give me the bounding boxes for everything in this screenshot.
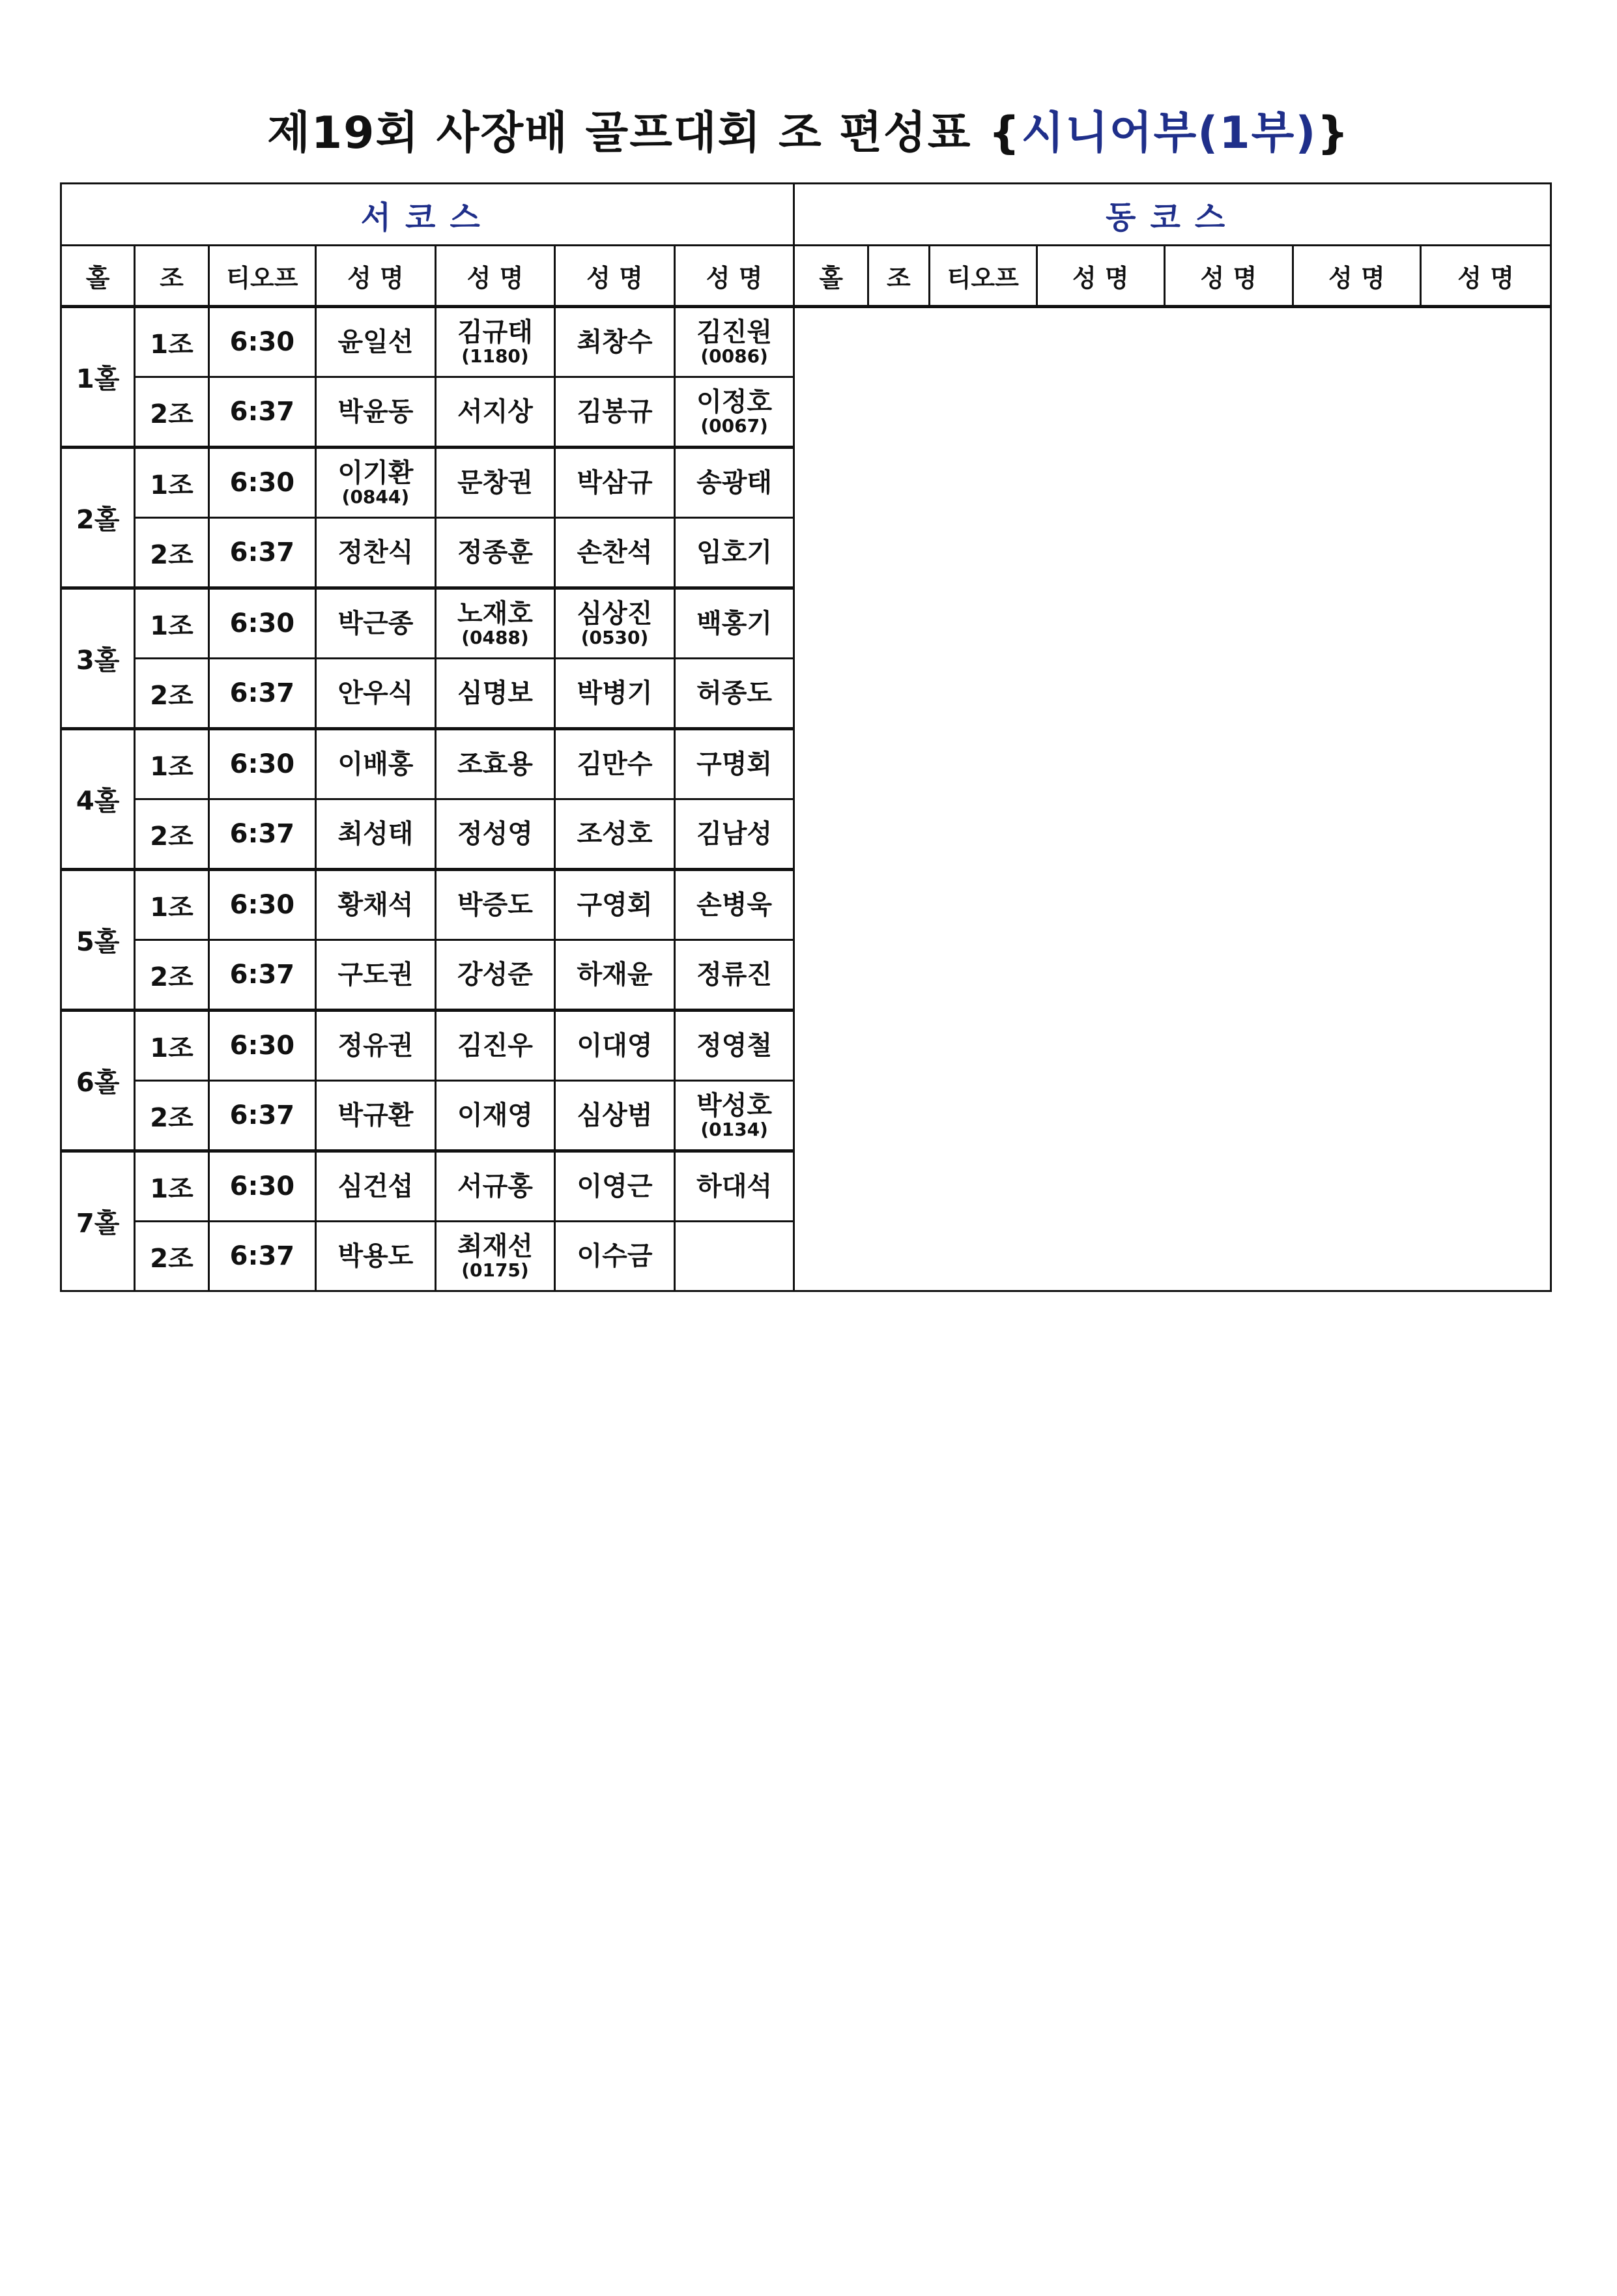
player-cell	[555, 1222, 675, 1291]
east-course-empty-area	[794, 307, 1551, 1291]
player-name: 이정호	[696, 387, 773, 417]
player-code: (0844)	[341, 486, 410, 508]
player-name: 이영근	[577, 1171, 653, 1201]
player-cell	[555, 1011, 675, 1081]
player-name: 심상진	[577, 599, 653, 629]
table-row	[61, 307, 1551, 377]
player-name: 김만수	[577, 749, 653, 779]
title-division: 시니어부(1부)	[1021, 108, 1317, 159]
player-cell	[555, 799, 675, 870]
col-header-name: 성 명	[674, 246, 794, 307]
col-header-name: 성 명	[1037, 246, 1165, 307]
player-cell	[435, 377, 555, 448]
player-code: (0134)	[700, 1119, 768, 1140]
col-header-name: 성 명	[435, 246, 555, 307]
tee-off-time: 6:37	[208, 1081, 315, 1151]
player-name: 박삼규	[577, 468, 653, 498]
player-cell	[674, 870, 794, 940]
player-cell	[674, 1081, 794, 1151]
tee-off-time: 6:37	[208, 377, 315, 448]
tee-off-time: 6:37	[208, 518, 315, 588]
hole-label: 1홀	[61, 307, 135, 448]
player-cell	[316, 729, 436, 799]
schedule-body	[61, 307, 1551, 1291]
east-course-header: 동코스	[794, 184, 1551, 246]
tee-off-time: 6:30	[208, 307, 315, 377]
tee-off-time: 6:30	[208, 1011, 315, 1081]
player-name: 김진원	[696, 317, 773, 347]
title-brace-open: {	[988, 108, 1022, 159]
player-cell	[316, 940, 436, 1011]
player-name: 손병욱	[696, 890, 773, 920]
player-name: 황채석	[337, 890, 414, 920]
player-name: 서지상	[457, 397, 533, 427]
player-name: 정종훈	[457, 538, 533, 567]
player-name: 박증도	[457, 890, 533, 920]
tee-off-time: 6:37	[208, 799, 315, 870]
group-label: 2조	[135, 1222, 208, 1291]
group-label: 1조	[135, 307, 208, 377]
player-name: 임호기	[696, 538, 773, 567]
player-name: 정성영	[457, 819, 533, 849]
player-cell	[316, 448, 436, 518]
player-name: 박성호	[696, 1091, 773, 1121]
player-cell	[316, 1011, 436, 1081]
player-cell	[316, 1151, 436, 1222]
player-cell	[316, 377, 436, 448]
west-course-header: 서코스	[61, 184, 794, 246]
player-name: 최창수	[577, 327, 653, 357]
group-label: 1조	[135, 448, 208, 518]
player-cell	[435, 799, 555, 870]
player-code: (1180)	[461, 345, 529, 367]
player-name: 박병기	[577, 678, 653, 708]
player-name: 김진우	[457, 1031, 533, 1061]
hole-label: 2홀	[61, 448, 135, 588]
player-name: 이기환	[337, 458, 414, 488]
tee-off-time: 6:30	[208, 870, 315, 940]
player-cell	[435, 307, 555, 377]
player-name: 심명보	[457, 678, 533, 708]
player-cell	[435, 870, 555, 940]
player-cell	[555, 307, 675, 377]
player-name: 김규태	[457, 317, 533, 347]
hole-label: 3홀	[61, 588, 135, 729]
group-label: 1조	[135, 870, 208, 940]
player-cell	[435, 518, 555, 588]
player-cell	[674, 659, 794, 729]
col-header-tee-off: 티오프	[930, 246, 1037, 307]
player-cell	[435, 1151, 555, 1222]
player-cell	[435, 940, 555, 1011]
player-code: (0488)	[461, 627, 529, 648]
player-cell	[674, 448, 794, 518]
player-cell	[316, 1081, 436, 1151]
tee-off-time: 6:37	[208, 659, 315, 729]
player-name: 심상범	[577, 1100, 653, 1130]
tee-off-time: 6:30	[208, 588, 315, 659]
tee-off-time: 6:37	[208, 940, 315, 1011]
tee-off-time: 6:30	[208, 1151, 315, 1222]
player-cell	[674, 799, 794, 870]
player-cell	[435, 1081, 555, 1151]
player-name: 문창권	[457, 468, 533, 498]
title-brace-close: }	[1317, 108, 1350, 159]
player-cell	[316, 588, 436, 659]
player-name: 정류진	[696, 960, 773, 990]
player-name: 손찬석	[577, 538, 653, 567]
player-cell	[555, 659, 675, 729]
player-cell	[316, 870, 436, 940]
player-cell	[674, 729, 794, 799]
col-header-hole: 홀	[794, 246, 868, 307]
player-name: 정유권	[337, 1031, 414, 1061]
player-code: (0067)	[700, 415, 768, 437]
player-cell	[555, 518, 675, 588]
player-name: 구명회	[696, 749, 773, 779]
player-cell	[435, 588, 555, 659]
group-label: 2조	[135, 799, 208, 870]
hole-label: 6홀	[61, 1011, 135, 1151]
player-cell	[435, 1222, 555, 1291]
player-cell	[316, 799, 436, 870]
player-name: 허종도	[696, 678, 773, 708]
group-label: 2조	[135, 940, 208, 1011]
col-header-tee-off: 티오프	[208, 246, 315, 307]
col-header-name: 성 명	[1421, 246, 1551, 307]
player-cell	[435, 1011, 555, 1081]
player-cell	[555, 940, 675, 1011]
player-name: 최성태	[337, 819, 414, 849]
col-header-group: 조	[868, 246, 929, 307]
player-name: 김봉규	[577, 397, 653, 427]
player-cell	[316, 518, 436, 588]
player-name: 이배홍	[337, 749, 414, 779]
group-label: 1조	[135, 1151, 208, 1222]
player-cell	[674, 1222, 794, 1291]
title-main: 제19회 사장배 골프대회 조 편성표	[267, 108, 972, 159]
col-header-group: 조	[135, 246, 208, 307]
col-header-hole: 홀	[61, 246, 135, 307]
page-title	[0, 98, 1617, 161]
group-schedule-table	[60, 182, 1552, 1292]
player-cell	[674, 1011, 794, 1081]
player-name: 박규환	[337, 1100, 414, 1130]
player-name: 윤일선	[337, 327, 414, 357]
group-label: 1조	[135, 1011, 208, 1081]
player-name: 심건섭	[337, 1171, 414, 1201]
player-name: 조효용	[457, 749, 533, 779]
group-label: 2조	[135, 377, 208, 448]
player-name: 조성호	[577, 819, 653, 849]
player-cell	[316, 307, 436, 377]
player-cell	[316, 659, 436, 729]
player-name: 김남성	[696, 819, 773, 849]
player-name: 노재호	[457, 599, 533, 629]
player-name: 송광태	[696, 468, 773, 498]
player-code: (0530)	[580, 627, 649, 648]
player-name: 구영회	[577, 890, 653, 920]
player-cell	[674, 940, 794, 1011]
player-cell	[555, 448, 675, 518]
group-label: 1조	[135, 588, 208, 659]
player-cell	[555, 1081, 675, 1151]
player-cell	[435, 448, 555, 518]
hole-label: 4홀	[61, 729, 135, 870]
group-label: 1조	[135, 729, 208, 799]
player-cell	[674, 307, 794, 377]
player-cell	[674, 588, 794, 659]
player-cell	[555, 870, 675, 940]
player-name: 하재윤	[577, 960, 653, 990]
player-cell	[555, 729, 675, 799]
col-header-name: 성 명	[1165, 246, 1293, 307]
player-name: 안우식	[337, 678, 414, 708]
hole-label: 5홀	[61, 870, 135, 1011]
player-name: 박근종	[337, 609, 414, 639]
col-header-name: 성 명	[555, 246, 675, 307]
hole-label: 7홀	[61, 1151, 135, 1291]
player-code: (0175)	[461, 1259, 529, 1281]
tee-off-time: 6:37	[208, 1222, 315, 1291]
player-cell	[674, 1151, 794, 1222]
player-name: 정찬식	[337, 538, 414, 567]
group-label: 2조	[135, 659, 208, 729]
player-cell	[674, 377, 794, 448]
player-name: 박용도	[337, 1241, 414, 1271]
col-header-name: 성 명	[316, 246, 436, 307]
group-label: 2조	[135, 518, 208, 588]
player-name: 정영철	[696, 1031, 773, 1061]
player-name: 박윤동	[337, 397, 414, 427]
player-name: 이재영	[457, 1100, 533, 1130]
group-label: 2조	[135, 1081, 208, 1151]
player-name: 서규홍	[457, 1171, 533, 1201]
player-cell	[316, 1222, 436, 1291]
player-name: 구도권	[337, 960, 414, 990]
player-cell	[555, 588, 675, 659]
col-header-name: 성 명	[1293, 246, 1421, 307]
player-cell	[435, 729, 555, 799]
player-cell	[555, 1151, 675, 1222]
player-name: 이대영	[577, 1031, 653, 1061]
player-cell	[435, 659, 555, 729]
tee-off-time: 6:30	[208, 448, 315, 518]
player-name: 강성준	[457, 960, 533, 990]
player-name: 최재선	[457, 1231, 533, 1261]
player-cell	[555, 377, 675, 448]
player-name: 하대석	[696, 1171, 773, 1201]
player-name: 백홍기	[696, 609, 773, 639]
player-name: 이수금	[577, 1241, 653, 1271]
tee-off-time: 6:30	[208, 729, 315, 799]
player-code: (0086)	[700, 345, 768, 367]
player-cell	[674, 518, 794, 588]
